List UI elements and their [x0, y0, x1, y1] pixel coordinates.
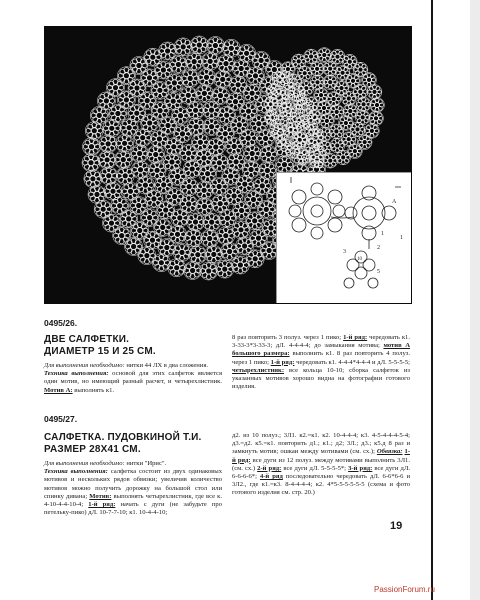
pattern2-code: 0495/27.	[44, 414, 78, 424]
diagram-label: 5	[377, 269, 380, 275]
diagram-label: 1	[381, 231, 384, 237]
pattern1-clover-label: четырехлистник:	[232, 366, 285, 374]
pattern2-materials-text: нитки "Ирис".	[124, 460, 167, 467]
diagram-label: 2	[377, 245, 380, 251]
diagram-label: 10	[357, 257, 362, 262]
watermark: PassionForum.ru	[374, 585, 435, 594]
pattern2-motif-text: выполнять четырехлистник, где все к. 4-10-4-4-10-4;	[44, 492, 223, 509]
page-edge-shadow	[470, 0, 480, 600]
page-edge-line	[431, 0, 433, 600]
pattern2-row-label: 1-й ряд:	[232, 448, 410, 464]
pattern1-code: 0495/26.	[44, 318, 78, 328]
pattern2-col1	[44, 460, 222, 517]
pattern1-col2-text: чередовать к1. 4-4-4*4-4-4 и дЛ. 5-5-5-5;	[294, 358, 411, 366]
diagram-label: A	[392, 199, 397, 205]
pattern1-technique-label: Техника выполнения:	[44, 370, 109, 378]
pattern2-col2-text: все дуги из 12 полуз. между мотивами выполнить 3Л1. (см. сх.)	[232, 456, 410, 472]
pattern2-technique-text: салфетка состоит из двух одинаковых мотивов и нескольких рядов обвязки; увеличив количество мотивов можно получить дорожку на большой стол или спинку дивана;	[44, 468, 222, 500]
pattern1-materials-text: нитки 44 ЛХ в два сложения.	[124, 362, 209, 369]
pattern2-col2-text: все дуги дЛ. 6-6-6-6*;	[232, 464, 410, 481]
pattern2-technique-label: Техника выполнения:	[44, 468, 108, 476]
pattern1-title	[44, 334, 156, 358]
tatting-diagram	[276, 172, 411, 303]
pattern2-col2-text: последовательно чередовать дЛ. 6-6*6-6 и 3Л2., где к1.=к3. 8-4-4-4-4; к2. 4*5-5-5-5-5-5 (схема и фото готового изделия см. стр. 20.)	[232, 473, 410, 497]
pattern2-motif-label: Мотив:	[89, 492, 112, 500]
pattern1-title-line2: ДИАМЕТР 15 И 25 СМ.	[44, 346, 156, 357]
pattern2-row-label: 4-й ряд	[259, 473, 283, 481]
pattern1-col1	[44, 362, 222, 395]
pattern2-frame-label: Обвязка:	[376, 448, 403, 456]
pattern1-title-line1: ДВЕ САЛФЕТКИ.	[44, 334, 130, 345]
pattern2-title-line1: САЛФЕТКА. ПУДОВКИНОЙ Т.И.	[44, 432, 202, 443]
pattern1-col2	[232, 334, 410, 391]
pattern2-col2-text: все дуги дЛ. 5-5-5-5*;	[281, 464, 349, 472]
pattern1-row-label: 1-й ряд:	[270, 358, 295, 366]
pattern2-materials-label: Для выполнения необходимо:	[44, 460, 125, 467]
pattern1-motif-label: Мотив А:	[44, 386, 73, 394]
pattern1-col2-text: чередовать к1. 3-33-3*3-33-3; дЛ. 4-4-4-4; до замыкания мотива;	[232, 334, 410, 350]
page-number: 19	[390, 520, 403, 532]
pattern1-materials-label: Для выполнения необходимо:	[44, 362, 125, 369]
pattern1-motif-text: выполнять к1.	[72, 386, 115, 394]
pattern1-col2-text: выполнить к1. 8 раз повторить 4 полуз. через 1 пико;	[232, 350, 410, 366]
pattern2-title	[44, 432, 202, 456]
pattern1-big-motif-label: мотив А большого размера:	[232, 342, 411, 358]
pattern2-col2-text: д2. из 10 полуз.; 3Л1. к2.=к1. к2. 10-4-4-4; к3. 4-5-4-4-4-5-4; д3.=д2. к5.=к1. повторить д1.; к1.; д2; 3Л.; д3.; к5.д 8 раз и замкнуть мотив; ошкаи между мотивами (см. сх.);	[232, 432, 410, 456]
diagram-label: 1	[400, 235, 403, 241]
pattern2-title-line2: РАЗМЕР 28Х41 СМ.	[44, 444, 141, 455]
diagram-drawing	[277, 173, 411, 303]
pattern1-col2-text: 8 раз повторить 3 полуз. через 1 пико;	[232, 334, 344, 341]
pattern2-row-label: 3-й ряд:	[348, 464, 373, 472]
pattern1-col2-text: все кольца 10-10; сборка салфеток из указанных мотивов хорошо видна на фотографии готового изделия.	[232, 366, 410, 391]
diagram-label: 3	[343, 249, 346, 255]
pattern2-row-label: 2-й ряд:	[257, 464, 282, 472]
pattern1-row-label: 1-й ряд:	[343, 334, 368, 341]
pattern2-motif-text2: начать с дуги (не забудьте про петельку-пико) дЛ. 10-7-7-10; к1. 10-4-4-10;	[44, 501, 222, 517]
pattern2-col2	[232, 432, 410, 498]
pattern1-technique-text: основой для этих салфеток является один мотив, но имеющий разный расчет, и четырехлистник.	[44, 370, 222, 386]
pattern2-row-label: 1-й ряд:	[88, 501, 116, 509]
